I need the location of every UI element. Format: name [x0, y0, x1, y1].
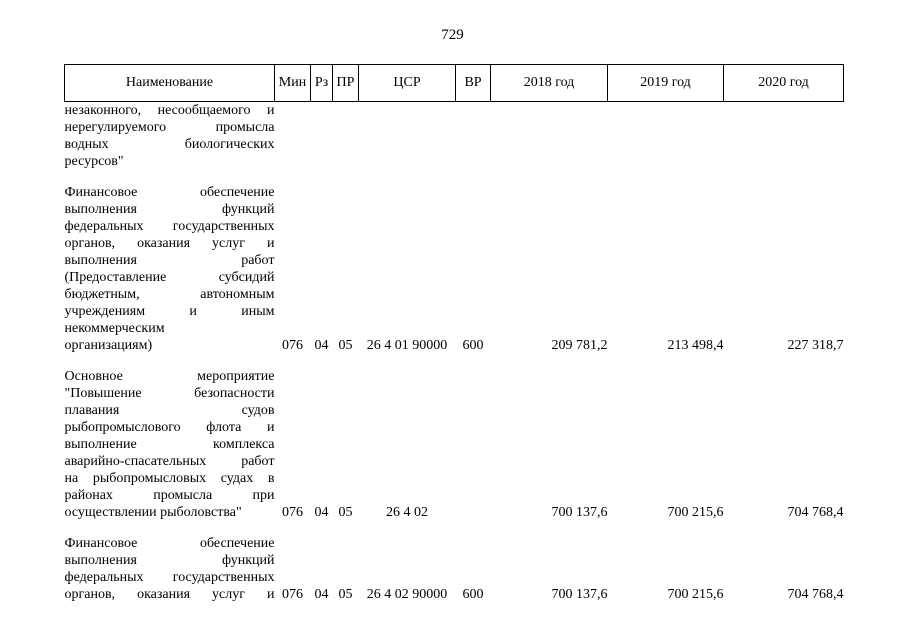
row-2018: 700 137,6 [551, 587, 608, 602]
row-rz [311, 102, 333, 171]
header-2020: 2020 год [724, 65, 844, 102]
name-line: на рыбопромысловых судах в [64, 471, 275, 486]
name-line: "Повышение безопасности [64, 386, 275, 401]
name-line: федеральных государственных [64, 570, 275, 585]
name-line: выполнения работ [64, 253, 275, 268]
name-line: некоммерческим [64, 321, 165, 336]
row-min [275, 102, 311, 171]
name-line: аварийно-спасательных работ [64, 454, 275, 469]
row-2019: 213 498,4 [667, 338, 724, 353]
row-pr: 05 [338, 505, 353, 520]
row-vr [456, 368, 491, 521]
name-line: рыбопромыслового флота и [64, 420, 275, 435]
name-line: незаконного, несообщаемого и [64, 103, 275, 118]
row-rz: 04 [314, 587, 329, 602]
header-pr: ПР [333, 65, 359, 102]
page-number: 729 [441, 27, 464, 43]
row-pr [333, 102, 359, 171]
header-min: Мин [275, 65, 311, 102]
row-2019: 700 215,6 [667, 587, 724, 602]
name-line: Основное мероприятие [64, 369, 275, 384]
row-2018 [491, 102, 608, 171]
row-2020: 704 768,4 [787, 587, 844, 602]
row-2020: 227 318,7 [787, 338, 844, 353]
row-name [65, 535, 275, 603]
name-line: водных биологических [64, 137, 275, 152]
row-2020: 704 768,4 [787, 505, 844, 520]
name-line: плавания судов [64, 403, 275, 418]
name-line: ресурсов" [64, 154, 124, 169]
name-line: (Предоставление субсидий [64, 270, 275, 285]
name-line: выполнение комплекса [64, 437, 275, 452]
row-vr [456, 102, 491, 171]
name-line: выполнения функций [64, 202, 275, 217]
name-line: федеральных государственных [64, 219, 275, 234]
header-csr: ЦСР [359, 65, 456, 102]
row-name [65, 368, 275, 521]
row-min: 076 [282, 505, 303, 520]
table-row [65, 535, 844, 603]
header-vr: ВР [456, 65, 491, 102]
header-2019: 2019 год [608, 65, 724, 102]
row-csr: 26 4 02 [386, 505, 428, 520]
row-2020 [724, 102, 844, 171]
row-name [65, 184, 275, 354]
name-line: осуществлении рыболовства" [64, 505, 242, 520]
name-line: выполнения функций [64, 553, 275, 568]
row-2018: 700 137,6 [551, 505, 608, 520]
row-2019 [608, 102, 724, 171]
name-line: Финансовое обеспечение [64, 185, 275, 200]
name-line: Финансовое обеспечение [64, 536, 275, 551]
budget-table [64, 64, 844, 603]
row-csr: 26 4 01 90000 [366, 338, 448, 353]
row-csr [359, 102, 456, 171]
name-line: органов, оказания услуг и [64, 587, 275, 602]
name-line: нерегулируемого промысла [64, 120, 275, 135]
header-rz: Рз [311, 65, 333, 102]
header-2018: 2018 год [491, 65, 608, 102]
name-line: организациям) [64, 338, 153, 353]
header-name: Наименование [65, 65, 275, 102]
table-row [65, 102, 844, 171]
row-name [65, 102, 275, 171]
table-row [65, 184, 844, 354]
row-rz: 04 [314, 338, 329, 353]
name-line: органов, оказания услуг и [64, 236, 275, 251]
row-min: 076 [282, 338, 303, 353]
row-pr: 05 [338, 587, 353, 602]
row-pr: 05 [338, 338, 353, 353]
row-rz: 04 [314, 505, 329, 520]
row-2019: 700 215,6 [667, 505, 724, 520]
table-row [65, 368, 844, 521]
row-csr: 26 4 02 90000 [366, 587, 448, 602]
row-2018: 209 781,2 [551, 338, 608, 353]
row-vr: 600 [462, 587, 484, 602]
name-line: бюджетным, автономным [64, 287, 275, 302]
name-line: учреждениям и иным [64, 304, 275, 319]
name-line: районах промысла при [64, 488, 275, 503]
row-min: 076 [282, 587, 303, 602]
table-header-row [65, 65, 844, 102]
row-vr: 600 [462, 338, 484, 353]
